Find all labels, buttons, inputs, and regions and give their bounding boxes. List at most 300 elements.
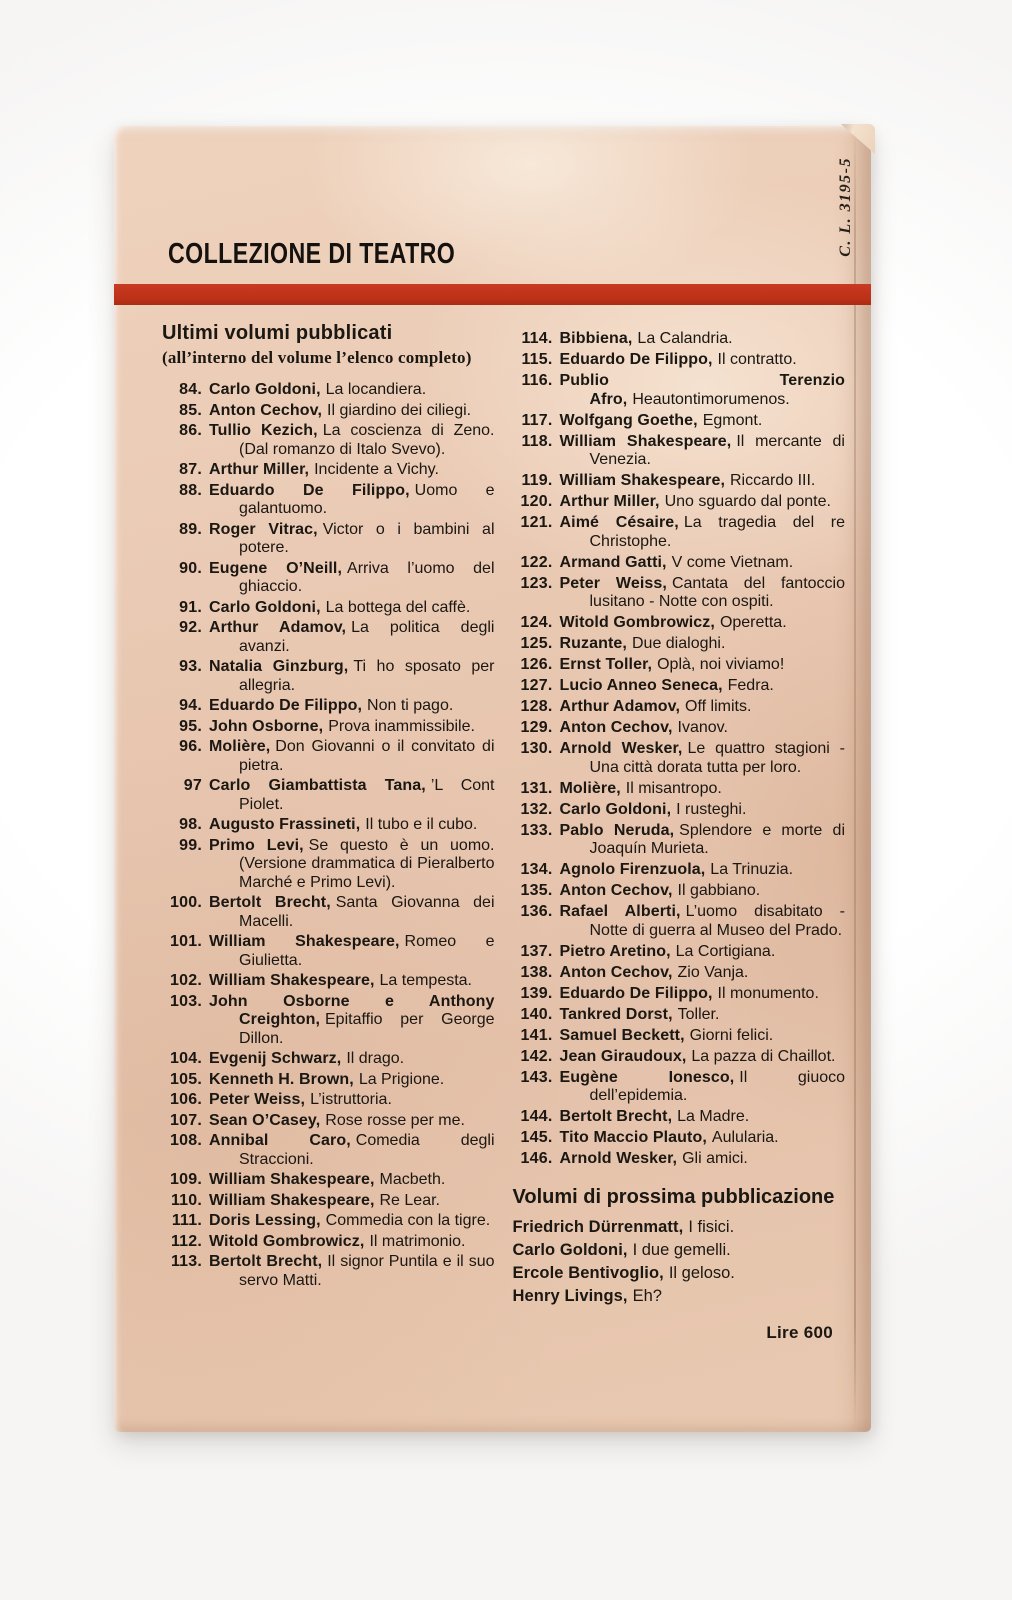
book-title: Commedia con la tigre. xyxy=(325,1212,491,1229)
book-list-item xyxy=(162,816,495,835)
book-author: William Shakespeare, xyxy=(209,1191,375,1209)
book-title: La bottega del caffè. xyxy=(325,598,471,616)
book-entry xyxy=(560,1069,846,1106)
book-list-item xyxy=(513,412,846,431)
book-title: Romeo e Giulietta. xyxy=(239,933,495,969)
book-title: Cantata del fantoccio lusitano - Notte con ospiti. xyxy=(589,574,845,610)
book-author: Aimé Césaire, xyxy=(559,514,679,531)
upcoming-volumes-heading: Volumi di prossima pubblicazione xyxy=(512,1185,835,1208)
spine-catalog-code: C. L. 3195-5 xyxy=(837,157,854,257)
book-number: 139. xyxy=(520,984,553,1002)
upcoming-volume-item xyxy=(513,1263,846,1284)
price-label: Lire 600 xyxy=(766,1322,833,1342)
book-author: Tito Maccio Plauto, xyxy=(559,1129,707,1146)
book-list-item xyxy=(513,635,846,654)
book-list-item xyxy=(162,1091,495,1110)
book-back-cover xyxy=(114,126,871,1432)
book-author: Arthur Miller, xyxy=(209,461,310,478)
upcoming-volumes-list xyxy=(513,1217,846,1307)
book-entry xyxy=(209,894,495,931)
book-author: Arthur Adamov, xyxy=(209,619,347,636)
book-list-item xyxy=(162,993,495,1049)
book-author: Arthur Miller, xyxy=(559,493,660,510)
book-author: Kenneth H. Brown, xyxy=(209,1070,354,1088)
book-title: Il giardino dei ciliegi. xyxy=(327,401,472,419)
book-list-item xyxy=(162,482,495,519)
book-list-item xyxy=(162,933,495,970)
book-title: Il drago. xyxy=(346,1050,405,1067)
book-entry xyxy=(560,554,846,573)
book-number: 110. xyxy=(170,1191,202,1209)
book-entry xyxy=(560,372,846,409)
book-entry xyxy=(560,575,846,612)
book-author: Arthur Adamov, xyxy=(559,698,681,715)
book-title: Macbeth. xyxy=(379,1171,446,1188)
book-entry xyxy=(209,1233,495,1252)
book-list-item xyxy=(513,719,846,738)
book-title: Il matrimonio. xyxy=(369,1232,466,1250)
book-author: Ercole Bentivoglio, xyxy=(512,1263,664,1282)
book-author: Evgenij Schwarz, xyxy=(209,1050,342,1067)
book-author: Ernst Toller, xyxy=(559,656,653,673)
book-title: La Madre. xyxy=(677,1108,750,1125)
book-title: Il giuoco dell’epidemia. xyxy=(589,1068,846,1104)
book-author: Anton Cechov, xyxy=(559,719,673,736)
book-entry xyxy=(560,698,846,717)
cover-content xyxy=(162,322,845,1414)
book-list-item xyxy=(162,521,495,558)
book-number: 119. xyxy=(521,472,553,489)
book-list-item xyxy=(162,1212,495,1231)
book-list-item xyxy=(162,560,495,597)
book-entry xyxy=(209,1171,495,1190)
book-list-item xyxy=(513,330,846,349)
book-title: Don Giovanni o il convitato di pietra. xyxy=(239,738,495,774)
book-number: 92. xyxy=(179,619,202,636)
book-list-item xyxy=(162,1132,495,1169)
spine-fold-line xyxy=(854,130,856,1428)
book-title: Se questo è un uomo. (Versione drammatica di Pieralberto Marché e Primo Levi). xyxy=(239,836,495,891)
book-author: Tankred Dorst, xyxy=(559,1005,673,1023)
book-number: 104. xyxy=(170,1050,202,1067)
book-author: John Osborne, xyxy=(209,717,324,735)
book-number: 122. xyxy=(520,553,553,571)
book-title: Il geloso. xyxy=(668,1263,735,1282)
book-author: Eduardo De Filippo, xyxy=(209,481,410,499)
book-list-item xyxy=(513,1048,846,1067)
book-number: 126. xyxy=(520,656,553,673)
book-list-item xyxy=(513,372,846,409)
book-list-item xyxy=(513,351,846,370)
book-title: La Cortigiana. xyxy=(675,942,776,960)
published-volumes-subheading: (all’interno del volume l’elenco completo) xyxy=(162,348,472,367)
book-title: La Calandria. xyxy=(637,330,733,347)
book-title: Giorni felici. xyxy=(689,1026,774,1044)
book-number: 113. xyxy=(170,1253,202,1270)
book-entry xyxy=(560,964,846,983)
book-number: 140. xyxy=(520,1005,553,1023)
book-list-item xyxy=(162,1171,495,1190)
book-title: Comedia degli Straccioni. xyxy=(239,1132,495,1168)
book-title: ’L Cont Piolet. xyxy=(239,777,495,813)
book-number: 91. xyxy=(179,598,202,616)
book-number: 87. xyxy=(179,461,202,478)
book-list-item xyxy=(162,658,495,695)
book-author: Agnolo Firenzuola, xyxy=(559,861,706,878)
red-band-divider xyxy=(114,284,871,305)
book-entry xyxy=(560,740,846,777)
book-number: 114. xyxy=(521,330,553,347)
book-list-item xyxy=(162,1050,495,1069)
book-number: 137. xyxy=(520,942,553,960)
book-title: Due dialoghi. xyxy=(631,635,726,652)
book-author: Pietro Aretino, xyxy=(559,942,671,960)
book-list-item xyxy=(162,837,495,893)
book-entry xyxy=(209,619,495,656)
book-list-item xyxy=(513,861,846,880)
book-entry xyxy=(209,777,495,814)
book-number: 95. xyxy=(179,717,202,735)
book-author: Tullio Kezich, xyxy=(209,422,318,439)
book-number: 96. xyxy=(179,738,202,755)
book-entry xyxy=(560,903,846,940)
book-author: Pablo Neruda, xyxy=(559,821,675,839)
book-title: Il contratto. xyxy=(717,351,797,368)
book-author: Samuel Beckett, xyxy=(559,1026,685,1044)
book-list-item xyxy=(513,1006,846,1025)
cover-corner-fold xyxy=(841,124,875,154)
book-entry xyxy=(560,1129,846,1148)
book-list-item xyxy=(513,656,846,675)
book-number: 85. xyxy=(179,401,202,419)
book-entry xyxy=(209,1091,495,1110)
book-entry xyxy=(209,993,495,1049)
book-entry xyxy=(209,816,495,835)
book-list-item xyxy=(513,822,846,859)
book-number: 116. xyxy=(521,372,553,389)
book-entry xyxy=(560,472,846,491)
book-entry xyxy=(560,677,846,696)
book-number: 94. xyxy=(179,697,202,714)
book-entry xyxy=(560,801,846,820)
book-title: Arriva l’uomo del ghiaccio. xyxy=(239,559,495,595)
book-list-item xyxy=(513,472,846,491)
book-author: Eduardo De Filippo, xyxy=(559,351,713,368)
book-number: 125. xyxy=(520,635,553,652)
book-author: Jean Giraudoux, xyxy=(559,1047,687,1065)
book-entry xyxy=(209,933,495,970)
book-entry xyxy=(209,482,495,519)
book-author: Annibal Caro, xyxy=(209,1132,351,1149)
book-number: 108. xyxy=(170,1132,202,1149)
book-author: Carlo Goldoni, xyxy=(512,1240,628,1259)
book-entry xyxy=(209,1253,495,1290)
book-number: 138. xyxy=(520,963,553,981)
book-number: 130. xyxy=(520,740,553,757)
book-list-item xyxy=(513,554,846,573)
book-title: Il signor Puntila e il suo servo Matti. xyxy=(239,1253,495,1289)
book-list-item xyxy=(513,433,846,470)
book-author: Doris Lessing, xyxy=(209,1212,321,1229)
book-number: 97 xyxy=(183,777,202,794)
book-list-item xyxy=(162,777,495,814)
book-number: 89. xyxy=(179,520,202,538)
book-title: La tragedia del re Christophe. xyxy=(589,514,845,550)
book-list-item xyxy=(513,964,846,983)
book-author: Molière, xyxy=(559,779,621,797)
upcoming-volume-item xyxy=(513,1286,846,1307)
book-title: Il monumento. xyxy=(717,984,819,1002)
book-title: Riccardo III. xyxy=(730,472,816,489)
book-number: 100. xyxy=(170,894,202,911)
book-number: 115. xyxy=(521,351,553,368)
book-number: 109. xyxy=(170,1171,202,1188)
book-entry xyxy=(209,422,495,459)
book-entry xyxy=(560,719,846,738)
book-number: 103. xyxy=(170,992,202,1010)
book-entry xyxy=(560,433,846,470)
book-entry xyxy=(209,697,495,716)
book-entry xyxy=(560,822,846,859)
book-entry xyxy=(209,599,495,618)
book-title: La politica degli avanzi. xyxy=(239,619,495,655)
book-list-item xyxy=(513,1108,846,1127)
book-number: 121. xyxy=(520,514,553,531)
book-author: Eduardo De Filippo, xyxy=(559,984,713,1002)
book-title: Incidente a Vichy. xyxy=(314,461,439,478)
book-number: 141. xyxy=(520,1026,553,1044)
book-list-item xyxy=(513,1129,846,1148)
book-number: 144. xyxy=(520,1108,553,1125)
book-title: I due gemelli. xyxy=(632,1240,731,1259)
book-number: 118. xyxy=(521,432,553,450)
book-author: Bertolt Brecht, xyxy=(209,894,331,911)
book-author: Ruzante, xyxy=(559,635,627,652)
book-author: Carlo Goldoni, xyxy=(559,800,672,818)
book-list-item xyxy=(162,972,495,991)
book-title: La Trinuzia. xyxy=(710,861,794,878)
book-entry xyxy=(560,861,846,880)
book-number: 135. xyxy=(520,882,553,899)
book-entry xyxy=(209,1050,495,1069)
book-title: Santa Giovanna dei Macelli. xyxy=(239,894,495,930)
book-author: Primo Levi, xyxy=(209,836,304,854)
book-title: Aulularia. xyxy=(711,1129,779,1146)
book-number: 84. xyxy=(179,381,202,398)
book-title: Heautontimorumenos. xyxy=(632,390,790,408)
book-title: La Prigione. xyxy=(358,1070,445,1088)
book-entry xyxy=(209,560,495,597)
book-author: Arnold Wesker, xyxy=(559,1150,678,1167)
book-number: 86. xyxy=(179,422,202,439)
book-list-item xyxy=(513,801,846,820)
upcoming-volume-item xyxy=(513,1217,846,1238)
book-author: Rafael Alberti, xyxy=(559,903,681,920)
book-author: William Shakespeare, xyxy=(209,933,400,950)
upcoming-volume-item xyxy=(513,1240,846,1261)
book-title: Egmont. xyxy=(702,411,763,429)
book-entry xyxy=(209,718,495,737)
book-title: Ti ho sposato per allegria. xyxy=(239,658,495,694)
book-list-item xyxy=(513,698,846,717)
book-entry xyxy=(209,1132,495,1169)
book-author: William Shakespeare, xyxy=(559,432,732,450)
book-title: V come Vietnam. xyxy=(671,553,794,571)
book-author: Arnold Wesker, xyxy=(559,740,683,757)
book-entry xyxy=(209,658,495,695)
book-title: Victor o i bambini al potere. xyxy=(239,520,495,556)
book-author: Molière, xyxy=(209,738,271,755)
book-list-item xyxy=(513,1027,846,1046)
book-list-item xyxy=(162,1253,495,1290)
book-title: I rusteghi. xyxy=(676,800,747,818)
book-author: Eugène Ionesco, xyxy=(559,1068,735,1086)
book-list-item xyxy=(162,422,495,459)
book-list-item xyxy=(513,1150,846,1169)
book-number: 124. xyxy=(520,614,553,631)
book-author: Roger Vitrac, xyxy=(209,520,318,538)
book-list-item xyxy=(513,882,846,901)
book-list-item xyxy=(513,493,846,512)
book-list-left xyxy=(162,381,495,1290)
book-entry xyxy=(560,780,846,799)
book-title: Gli amici. xyxy=(682,1150,748,1167)
book-list-item xyxy=(513,740,846,777)
book-list-item xyxy=(162,381,495,400)
book-number: 131. xyxy=(520,779,553,797)
book-title: La coscienza di Zeno. (Dal romanzo di Italo Svevo). xyxy=(239,422,495,458)
book-number: 106. xyxy=(170,1091,202,1108)
book-author: Bertolt Brecht, xyxy=(559,1108,673,1125)
book-title: Rose rosse per me. xyxy=(325,1111,465,1129)
book-entry xyxy=(209,837,495,893)
book-title: Non ti pago. xyxy=(367,697,454,714)
book-author: Lucio Anneo Seneca, xyxy=(559,677,723,694)
book-list-right xyxy=(513,330,846,1169)
book-entry xyxy=(560,943,846,962)
book-author: Carlo Giambattista Tana, xyxy=(209,777,426,794)
book-number: 146. xyxy=(520,1150,553,1167)
book-author: Bibbiena, xyxy=(559,330,633,347)
book-list-item xyxy=(162,1233,495,1252)
book-title: Splendore e morte di Joaquín Murieta. xyxy=(589,821,845,857)
book-title: Uno sguardo dal ponte. xyxy=(664,493,831,510)
book-number: 132. xyxy=(520,800,553,818)
book-list-item xyxy=(162,1192,495,1211)
book-author: William Shakespeare, xyxy=(209,1171,375,1188)
book-number: 107. xyxy=(170,1111,202,1129)
book-entry xyxy=(209,461,495,480)
book-title: Le quattro stagioni - Una città dorata tutta per loro. xyxy=(589,740,846,776)
book-author: William Shakespeare, xyxy=(209,972,375,989)
book-entry xyxy=(560,514,846,551)
book-number: 102. xyxy=(170,972,202,989)
book-list-item xyxy=(513,985,846,1004)
book-list-item xyxy=(162,738,495,775)
book-entry xyxy=(560,614,846,633)
book-list-item xyxy=(513,575,846,612)
book-number: 120. xyxy=(520,493,553,510)
published-volumes-heading: Ultimi volumi pubblicati xyxy=(162,322,393,344)
book-author: Carlo Goldoni, xyxy=(209,598,321,616)
book-entry xyxy=(560,635,846,654)
book-entry xyxy=(560,351,846,370)
book-title: La tempesta. xyxy=(379,972,472,989)
book-title: Il misantropo. xyxy=(625,779,722,797)
book-title: Re Lear. xyxy=(379,1191,440,1209)
book-number: 101. xyxy=(170,933,202,950)
book-number: 93. xyxy=(179,658,202,675)
book-number: 145. xyxy=(520,1129,553,1146)
book-number: 143. xyxy=(520,1068,553,1086)
book-title: La locandiera. xyxy=(325,381,427,398)
book-number: 133. xyxy=(520,821,553,839)
book-title: Prova inammissibile. xyxy=(328,717,475,735)
book-entry xyxy=(209,381,495,400)
book-entry xyxy=(209,1192,495,1211)
book-author: Natalia Ginzburg, xyxy=(209,658,349,675)
book-number: 117. xyxy=(521,411,553,429)
book-title: Ivanov. xyxy=(677,719,728,736)
book-title: Fedra. xyxy=(727,677,774,694)
book-title: Il mercante di Venezia. xyxy=(589,432,845,468)
book-title: I fisici. xyxy=(688,1217,735,1236)
book-list-item xyxy=(162,402,495,421)
book-number: 99. xyxy=(179,836,202,854)
book-number: 123. xyxy=(520,574,553,592)
book-list-item xyxy=(162,894,495,931)
book-author: Friedrich Dürrenmatt, xyxy=(512,1217,684,1236)
book-entry xyxy=(560,656,846,675)
book-list-item xyxy=(513,1069,846,1106)
book-number: 129. xyxy=(520,719,553,736)
book-number: 111. xyxy=(171,1212,202,1229)
book-list-item xyxy=(513,614,846,633)
book-author: Eduardo De Filippo, xyxy=(209,697,363,714)
book-number: 105. xyxy=(170,1070,202,1088)
book-author: Peter Weiss, xyxy=(559,574,667,592)
book-author: Witold Gombrowicz, xyxy=(559,614,715,631)
book-entry xyxy=(560,985,846,1004)
book-list-item xyxy=(513,780,846,799)
right-column xyxy=(513,322,846,1414)
book-number: 90. xyxy=(179,559,202,577)
book-number: 98. xyxy=(179,816,202,833)
book-list-item xyxy=(513,514,846,551)
book-author: Augusto Frassineti, xyxy=(209,816,361,833)
book-author: Sean O’Casey, xyxy=(209,1111,321,1129)
book-list-item xyxy=(162,697,495,716)
book-list-item xyxy=(513,677,846,696)
left-column xyxy=(162,322,495,1414)
book-entry xyxy=(209,1112,495,1131)
book-entry xyxy=(560,1006,846,1025)
book-entry xyxy=(209,402,495,421)
book-author: Armand Gatti, xyxy=(559,553,667,571)
book-number: 136. xyxy=(520,903,553,920)
book-list-item xyxy=(162,599,495,618)
book-author: Publio Terenzio Afro, xyxy=(559,372,845,408)
book-number: 127. xyxy=(520,677,553,694)
book-author: Wolfgang Goethe, xyxy=(559,411,698,429)
book-list-item xyxy=(162,461,495,480)
book-list-item xyxy=(513,943,846,962)
book-list-item xyxy=(162,718,495,737)
book-title: L’uomo disabitato - Notte di guerra al Museo del Prado. xyxy=(589,903,845,939)
book-author: William Shakespeare, xyxy=(559,472,725,489)
book-author: Peter Weiss, xyxy=(209,1091,306,1108)
book-entry xyxy=(560,1150,846,1169)
